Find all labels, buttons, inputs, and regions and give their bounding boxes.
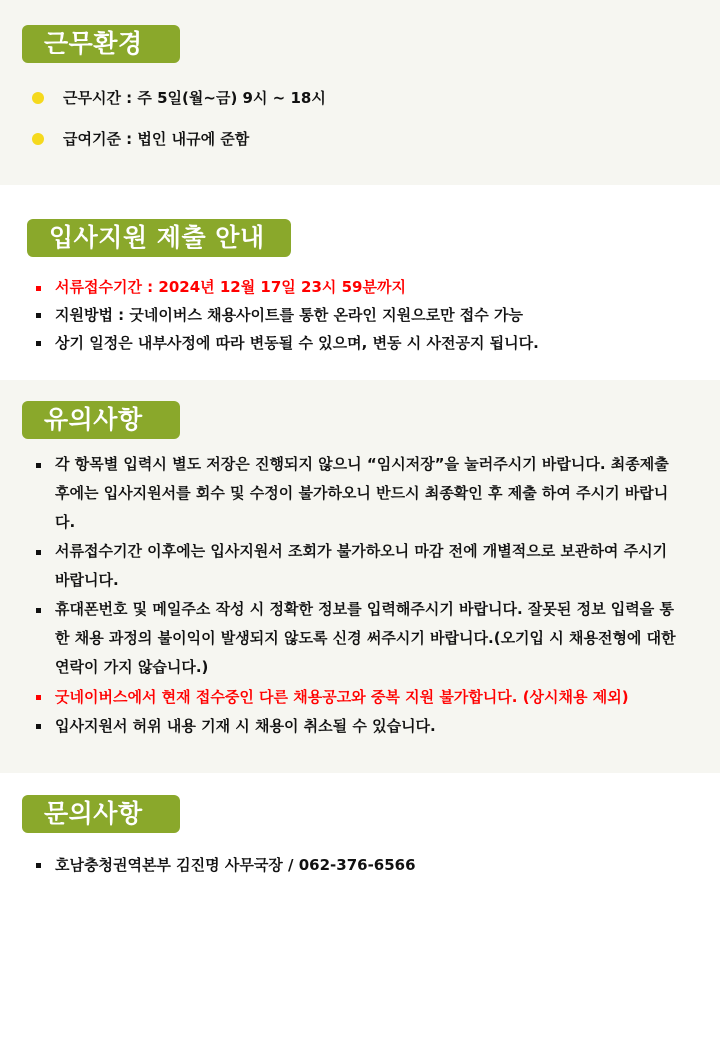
bullet-square: [36, 608, 41, 613]
contact-info-text: 호남충청권역본부 김진명 사무국장 / 062-376-6566: [55, 856, 416, 874]
work-hours-text: 근무시간 : 주 5일(월~금) 9시 ~ 18시: [63, 89, 326, 107]
note-item: 각 항목별 입력시 별도 저장은 진행되지 않으니 “임시저장”을 눌러주시기 바랍니다. 최종제출 후에는 입사지원서를 회수 및 수정이 불가하오니 반드시 최종확인 후 제출 하여 주시기 바랍니다.: [55, 455, 669, 531]
note-item: 입사지원서 허위 내용 기재 시 채용이 취소될 수 있습니다.: [55, 717, 436, 735]
bullet-square: [36, 341, 41, 346]
work-environment-section: [0, 0, 720, 185]
notes-title: 유의사항: [22, 401, 180, 439]
bullet-dot: [32, 92, 44, 104]
bullet-square: [36, 286, 41, 291]
bullet-square: [36, 463, 41, 468]
note-item: 휴대폰번호 및 메일주소 작성 시 정확한 정보를 입력해주시기 바랍니다. 잘못된 정보 입력을 통한 채용 과정의 불이익이 발생되지 않도록 신경 써주시기 바랍니다.(오기입 시 채용전형에 대한 연락이 가지 않습니다.): [55, 600, 676, 676]
bullet-square: [36, 695, 41, 700]
application-title: 입사지원 제출 안내: [27, 219, 291, 257]
bullet-square: [36, 313, 41, 318]
schedule-note-text: 상기 일정은 내부사정에 따라 변동될 수 있으며, 변동 시 사전공지 됩니다.: [55, 334, 539, 352]
note-item: 서류접수기간 이후에는 입사지원서 조회가 불가하오니 마감 전에 개별적으로 보관하여 주시기 바랍니다.: [55, 542, 668, 589]
work-environment-title: 근무환경: [22, 25, 180, 63]
bullet-dot: [32, 133, 44, 145]
salary-text: 급여기준 : 법인 내규에 준함: [63, 130, 250, 148]
bullet-square: [36, 550, 41, 555]
application-section: [0, 185, 720, 380]
contact-section: [0, 773, 720, 1040]
notes-section: [0, 380, 720, 773]
duplicate-apply-warning: 굿네이버스에서 현재 접수중인 다른 채용공고와 중복 지원 불가합니다. (상시채용 제외): [55, 688, 629, 706]
contact-title: 문의사항: [22, 795, 180, 833]
method-text: 지원방법 : 굿네이버스 채용사이트를 통한 온라인 지원으로만 접수 가능: [55, 306, 523, 324]
bullet-square: [36, 863, 41, 868]
bullet-square: [36, 724, 41, 729]
deadline-text: 서류접수기간 : 2024년 12월 17일 23시 59분까지: [55, 278, 406, 296]
